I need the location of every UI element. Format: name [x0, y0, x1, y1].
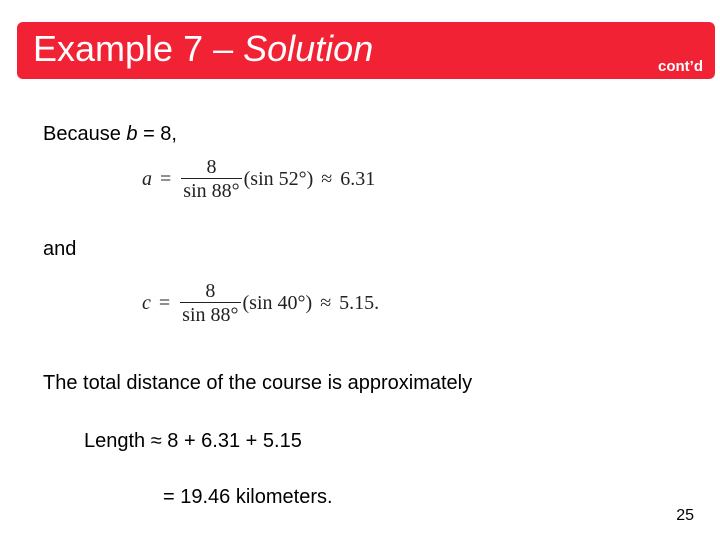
slide-title — [33, 28, 373, 70]
eq2-var: c — [142, 292, 151, 314]
title-italic: Solution — [243, 28, 374, 69]
and-line: and — [43, 238, 77, 260]
eq1-approx: ≈ — [321, 168, 333, 190]
because-rest: = 8, — [137, 123, 177, 145]
total-distance-line: The total distance of the course is approximately — [43, 372, 473, 394]
equation-c — [142, 280, 379, 327]
eq1-fraction — [181, 156, 241, 203]
equation-a — [142, 156, 375, 203]
because-var: b — [126, 123, 138, 145]
eq1-var: a — [142, 168, 152, 190]
eq1-result: 6.31 — [340, 168, 376, 190]
eq2-denominator: sin 88° — [182, 304, 239, 326]
eq1-numerator: 8 — [206, 156, 217, 178]
length-line: Length ≈ 8 + 6.31 + 5.15 — [84, 430, 302, 452]
title-prefix: Example 7 – — [33, 28, 244, 69]
page-number: 25 — [676, 507, 694, 524]
eq1-sin: (sin 52°) — [243, 168, 314, 190]
eq2-equals: = — [158, 292, 171, 314]
because-line — [43, 123, 177, 146]
title-bar — [17, 22, 715, 79]
eq2-numerator: 8 — [205, 280, 216, 302]
because-prefix: Because — [43, 123, 127, 145]
eq1-equals: = — [160, 168, 172, 190]
eq1-denominator: sin 88° — [183, 180, 240, 202]
eq2-fraction — [180, 280, 240, 327]
result-line: = 19.46 kilometers. — [163, 486, 333, 508]
eq2-approx: ≈ — [320, 292, 332, 314]
contd-label: cont’d — [658, 58, 703, 75]
eq2-result: 5.15. — [339, 292, 380, 314]
eq2-sin: (sin 40°) — [242, 292, 313, 314]
